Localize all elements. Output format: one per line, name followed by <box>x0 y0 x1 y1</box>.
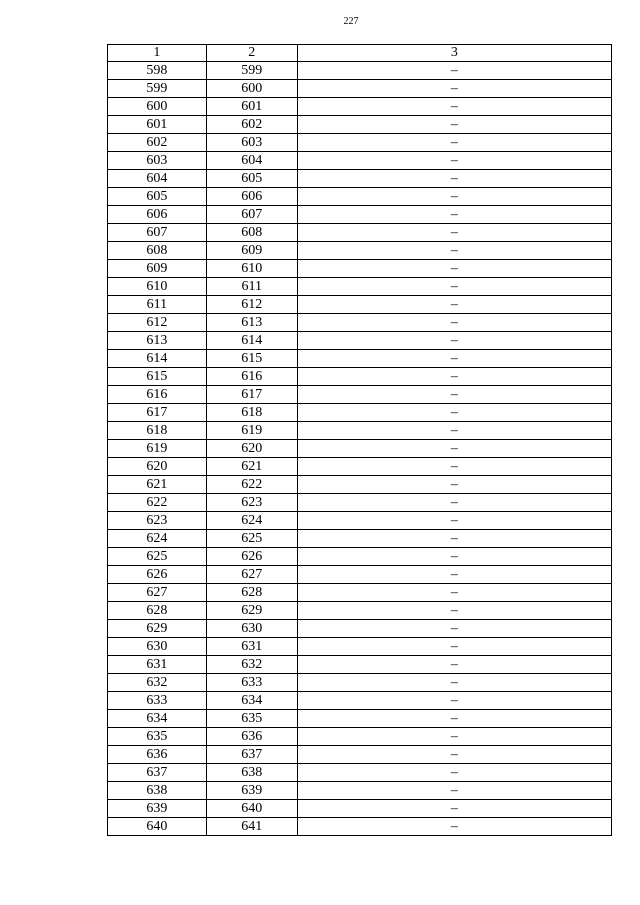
table-cell-col1: 615 <box>108 368 207 386</box>
table-row <box>108 710 612 728</box>
table-cell-col2: 621 <box>206 458 297 476</box>
table-row <box>108 134 612 152</box>
table-cell-col2: 611 <box>206 278 297 296</box>
table-cell-col3: – <box>297 782 611 800</box>
table-cell-col1: 633 <box>108 692 207 710</box>
table-cell-col1: 634 <box>108 710 207 728</box>
table-cell-col2: 630 <box>206 620 297 638</box>
table-row <box>108 548 612 566</box>
table-cell-col2: 605 <box>206 170 297 188</box>
table-row <box>108 170 612 188</box>
table-row <box>108 512 612 530</box>
table-cell-col3: – <box>297 728 611 746</box>
table-cell-col2: 613 <box>206 314 297 332</box>
table-cell-col2: 610 <box>206 260 297 278</box>
table-row <box>108 278 612 296</box>
table-row <box>108 224 612 242</box>
table-cell-col3: – <box>297 476 611 494</box>
table-cell-col3: – <box>297 80 611 98</box>
table-row <box>108 350 612 368</box>
table-cell-col2: 604 <box>206 152 297 170</box>
table-cell-col1: 636 <box>108 746 207 764</box>
table-cell-col1: 623 <box>108 512 207 530</box>
table-cell-col3: – <box>297 332 611 350</box>
table-row <box>108 476 612 494</box>
table-cell-col2: 632 <box>206 656 297 674</box>
table-cell-col2: 627 <box>206 566 297 584</box>
table-cell-col2: 636 <box>206 728 297 746</box>
table-cell-col1: 632 <box>108 674 207 692</box>
table-cell-col3: – <box>297 134 611 152</box>
table-row <box>108 800 612 818</box>
table-row <box>108 80 612 98</box>
page-number: 227 <box>343 16 359 27</box>
table-cell-col3: – <box>297 458 611 476</box>
table-cell-col1: 617 <box>108 404 207 422</box>
table-cell-col1: 600 <box>108 98 207 116</box>
table-cell-col2: 618 <box>206 404 297 422</box>
table-cell-col3: – <box>297 818 611 836</box>
table-row <box>108 728 612 746</box>
table-cell-col3: – <box>297 656 611 674</box>
table-row <box>108 386 612 404</box>
table-cell-col1: 618 <box>108 422 207 440</box>
table-cell-col1: 614 <box>108 350 207 368</box>
table-cell-col2: 608 <box>206 224 297 242</box>
table-cell-col2: 622 <box>206 476 297 494</box>
table-cell-col2: 607 <box>206 206 297 224</box>
table-cell-col1: 638 <box>108 782 207 800</box>
table-row <box>108 440 612 458</box>
header-row <box>108 45 612 62</box>
table-cell-col1: 629 <box>108 620 207 638</box>
table-cell-col3: – <box>297 692 611 710</box>
table-cell-col2: 603 <box>206 134 297 152</box>
table-cell-col2: 635 <box>206 710 297 728</box>
table-body <box>108 62 612 836</box>
table-cell-col1: 599 <box>108 80 207 98</box>
table-cell-col2: 640 <box>206 800 297 818</box>
table-row <box>108 458 612 476</box>
table-row <box>108 332 612 350</box>
table-cell-col2: 612 <box>206 296 297 314</box>
table-cell-col1: 612 <box>108 314 207 332</box>
table-cell-col3: – <box>297 602 611 620</box>
table-cell-col1: 609 <box>108 260 207 278</box>
table-row <box>108 692 612 710</box>
table-cell-col2: 638 <box>206 764 297 782</box>
table-cell-col3: – <box>297 224 611 242</box>
table-cell-col1: 611 <box>108 296 207 314</box>
table-row <box>108 242 612 260</box>
column-header-1: 1 <box>108 45 207 62</box>
table-row <box>108 314 612 332</box>
table-cell-col3: – <box>297 746 611 764</box>
table-cell-col3: – <box>297 764 611 782</box>
table-cell-col1: 621 <box>108 476 207 494</box>
table-cell-col1: 603 <box>108 152 207 170</box>
table-cell-col3: – <box>297 674 611 692</box>
table-cell-col3: – <box>297 188 611 206</box>
table-cell-col2: 641 <box>206 818 297 836</box>
table-cell-col2: 600 <box>206 80 297 98</box>
table-row <box>108 152 612 170</box>
table-cell-col3: – <box>297 170 611 188</box>
table-cell-col1: 608 <box>108 242 207 260</box>
table-cell-col1: 624 <box>108 530 207 548</box>
table-cell-col2: 606 <box>206 188 297 206</box>
table-cell-col1: 622 <box>108 494 207 512</box>
table-row <box>108 764 612 782</box>
table-row <box>108 584 612 602</box>
table-cell-col1: 604 <box>108 170 207 188</box>
table-cell-col2: 631 <box>206 638 297 656</box>
table-cell-col2: 637 <box>206 746 297 764</box>
table-cell-col3: – <box>297 548 611 566</box>
table-cell-col3: – <box>297 584 611 602</box>
table-cell-col1: 620 <box>108 458 207 476</box>
table-cell-col2: 625 <box>206 530 297 548</box>
data-table <box>107 44 612 836</box>
table-row <box>108 620 612 638</box>
table-cell-col3: – <box>297 350 611 368</box>
table-cell-col3: – <box>297 116 611 134</box>
table-cell-col2: 633 <box>206 674 297 692</box>
table-row <box>108 566 612 584</box>
table-cell-col2: 609 <box>206 242 297 260</box>
table-cell-col3: – <box>297 638 611 656</box>
table-row <box>108 368 612 386</box>
table-row <box>108 638 612 656</box>
table-cell-col3: – <box>297 710 611 728</box>
table-row <box>108 818 612 836</box>
table-cell-col1: 628 <box>108 602 207 620</box>
table-cell-col2: 626 <box>206 548 297 566</box>
table-cell-col2: 602 <box>206 116 297 134</box>
table-cell-col3: – <box>297 152 611 170</box>
table-row <box>108 116 612 134</box>
table-row <box>108 206 612 224</box>
table-row <box>108 62 612 80</box>
table-cell-col2: 615 <box>206 350 297 368</box>
table-cell-col3: – <box>297 404 611 422</box>
table-cell-col1: 616 <box>108 386 207 404</box>
table-cell-col1: 598 <box>108 62 207 80</box>
table-row <box>108 494 612 512</box>
table-cell-col2: 634 <box>206 692 297 710</box>
table-cell-col1: 607 <box>108 224 207 242</box>
table-cell-col3: – <box>297 242 611 260</box>
table-cell-col2: 628 <box>206 584 297 602</box>
table-row <box>108 422 612 440</box>
table-row <box>108 404 612 422</box>
table-cell-col1: 602 <box>108 134 207 152</box>
table-cell-col2: 629 <box>206 602 297 620</box>
table-cell-col1: 637 <box>108 764 207 782</box>
table-cell-col3: – <box>297 800 611 818</box>
table-row <box>108 188 612 206</box>
table-cell-col3: – <box>297 440 611 458</box>
table-cell-col3: – <box>297 278 611 296</box>
table-cell-col3: – <box>297 296 611 314</box>
table-row <box>108 746 612 764</box>
table-row <box>108 98 612 116</box>
table-cell-col1: 606 <box>108 206 207 224</box>
table-cell-col1: 635 <box>108 728 207 746</box>
table-cell-col1: 639 <box>108 800 207 818</box>
table-cell-col3: – <box>297 386 611 404</box>
table-cell-col3: – <box>297 314 611 332</box>
table-row <box>108 530 612 548</box>
table-cell-col1: 630 <box>108 638 207 656</box>
table-cell-col3: – <box>297 530 611 548</box>
table-cell-col1: 610 <box>108 278 207 296</box>
table-cell-col3: – <box>297 206 611 224</box>
table-row <box>108 674 612 692</box>
table-cell-col2: 620 <box>206 440 297 458</box>
table-cell-col3: – <box>297 512 611 530</box>
table-cell-col2: 616 <box>206 368 297 386</box>
table-row <box>108 602 612 620</box>
table-cell-col2: 617 <box>206 386 297 404</box>
column-header-2: 2 <box>206 45 297 62</box>
table-cell-col1: 631 <box>108 656 207 674</box>
table-cell-col2: 599 <box>206 62 297 80</box>
table-cell-col1: 613 <box>108 332 207 350</box>
table-cell-col3: – <box>297 620 611 638</box>
table-cell-col3: – <box>297 62 611 80</box>
table-cell-col3: – <box>297 422 611 440</box>
table-cell-col1: 601 <box>108 116 207 134</box>
table-cell-col1: 626 <box>108 566 207 584</box>
table-row <box>108 296 612 314</box>
table-row <box>108 260 612 278</box>
table-cell-col2: 623 <box>206 494 297 512</box>
table-cell-col1: 627 <box>108 584 207 602</box>
table-cell-col1: 640 <box>108 818 207 836</box>
table-cell-col3: – <box>297 494 611 512</box>
table-cell-col3: – <box>297 566 611 584</box>
table-cell-col2: 639 <box>206 782 297 800</box>
table-cell-col1: 619 <box>108 440 207 458</box>
table-cell-col2: 619 <box>206 422 297 440</box>
table-cell-col2: 624 <box>206 512 297 530</box>
table-row <box>108 782 612 800</box>
table-cell-col1: 605 <box>108 188 207 206</box>
table-cell-col1: 625 <box>108 548 207 566</box>
table-row <box>108 656 612 674</box>
table-cell-col3: – <box>297 260 611 278</box>
table-cell-col2: 601 <box>206 98 297 116</box>
table-cell-col3: – <box>297 98 611 116</box>
table-cell-col2: 614 <box>206 332 297 350</box>
table-cell-col3: – <box>297 368 611 386</box>
column-header-3: 3 <box>297 45 611 62</box>
